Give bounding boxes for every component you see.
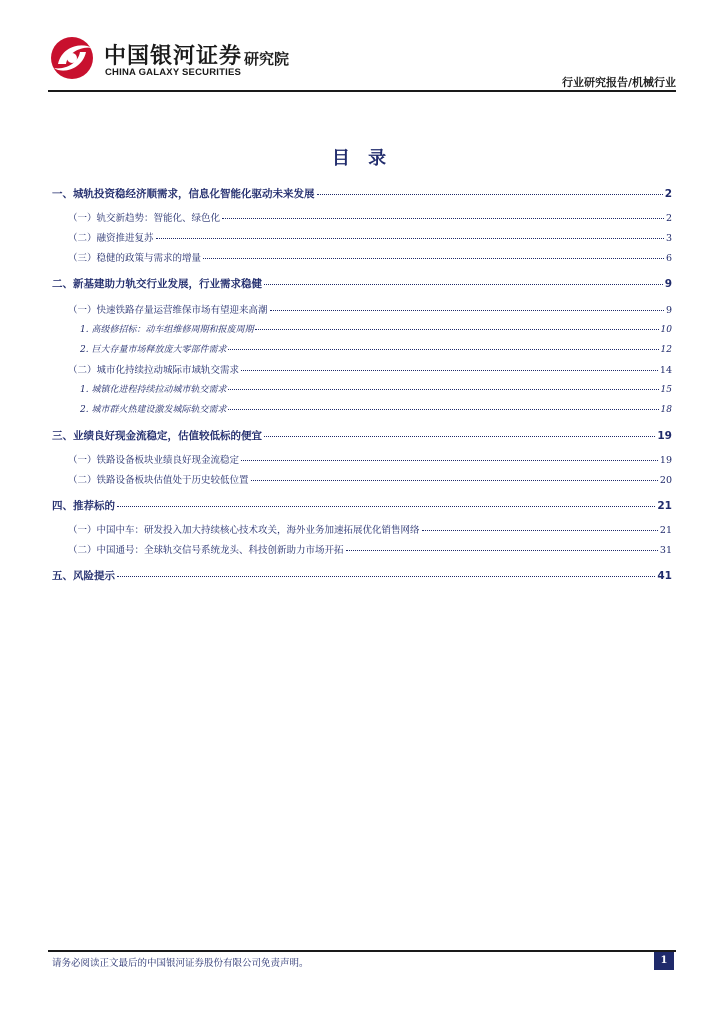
toc-entry-text: （二）融资推进复苏 xyxy=(68,233,154,244)
report-type-label: 行业研究报告/机械行业 xyxy=(561,76,676,89)
china-galaxy-logo-icon xyxy=(48,34,100,82)
toc-entry-page: 6 xyxy=(665,253,672,264)
toc-entry-text: 一、城轨投资稳经济顺需求，信息化智能化驱动未来发展 xyxy=(52,188,315,200)
toc-entry-page: 3 xyxy=(665,233,672,244)
toc-leader-dots xyxy=(156,238,664,239)
toc-leader-dots xyxy=(228,349,658,350)
toc-section-entry[interactable] xyxy=(52,362,672,376)
toc-entry-text: （二）铁路设备板块估值处于历史较低位置 xyxy=(68,475,249,486)
toc-entry-page: 2 xyxy=(665,213,672,224)
toc-section-entry[interactable] xyxy=(52,472,672,486)
toc-leader-dots xyxy=(228,389,658,390)
toc-title: 目 录 xyxy=(331,148,393,169)
toc-entry-text: 2. 巨大存量市场释放庞大零部件需求 xyxy=(80,345,227,355)
toc-entry-page: 20 xyxy=(659,475,672,486)
toc-leader-dots xyxy=(255,329,658,330)
toc-entry-text: （二）城市化持续拉动城际市域轨交需求 xyxy=(68,365,240,376)
toc-entry-page: 31 xyxy=(659,545,672,556)
toc-leader-dots xyxy=(264,284,663,285)
toc-entry-page: 10 xyxy=(660,325,672,335)
toc-section-entry[interactable] xyxy=(52,250,672,264)
toc-chapter-entry[interactable] xyxy=(52,276,672,291)
toc-entry-page: 2 xyxy=(664,188,672,200)
toc-entry-text: 四、推荐标的 xyxy=(52,500,115,512)
toc-subsection-entry[interactable] xyxy=(52,342,672,355)
toc-entry-page: 21 xyxy=(659,525,672,536)
toc-entry-page: 9 xyxy=(665,305,672,316)
toc-entry-page: 19 xyxy=(659,455,672,466)
toc-section-entry[interactable] xyxy=(52,230,672,244)
institute-label: 研究院 xyxy=(244,50,290,68)
toc-leader-dots xyxy=(222,218,664,219)
toc-leader-dots xyxy=(203,258,664,259)
toc-leader-dots xyxy=(317,194,663,195)
brand-name-cn: 中国银河证券 xyxy=(104,44,243,69)
toc-leader-dots xyxy=(270,310,664,311)
toc-leader-dots xyxy=(346,550,658,551)
toc-leader-dots xyxy=(241,460,658,461)
toc-entry-page: 21 xyxy=(657,500,672,512)
toc-leader-dots xyxy=(228,409,658,410)
toc-entry-page: 41 xyxy=(657,570,672,582)
toc-section-entry[interactable] xyxy=(52,452,672,466)
toc-section-entry[interactable] xyxy=(52,522,672,536)
toc-entry-text: 1. 高级修招标：动车组维修周期和报废周期 xyxy=(80,325,254,335)
toc-entry-text: （一）铁路设备板块业绩良好现金流稳定 xyxy=(68,455,240,466)
toc-leader-dots xyxy=(264,436,655,437)
toc-leader-dots xyxy=(422,530,658,531)
toc-entry-page: 15 xyxy=(660,385,672,395)
toc-entry-text: 2. 城市群火热建设激发城际轨交需求 xyxy=(80,405,227,415)
toc-entry-page: 12 xyxy=(660,345,672,355)
toc-subsection-entry[interactable] xyxy=(52,382,672,395)
toc-subsection-entry[interactable] xyxy=(52,322,672,335)
toc-entry-text: 1. 城镇化进程持续拉动城市轨交需求 xyxy=(80,385,227,395)
footer-disclaimer: 请务必阅读正文最后的中国银河证券股份有限公司免责声明。 xyxy=(52,958,309,969)
toc-entry-text: 五、风险提示 xyxy=(52,570,115,582)
toc-entry-text: （一）中国中车：研发投入加大持续核心技术攻关，海外业务加速拓展优化销售网络 xyxy=(68,525,420,536)
toc-entry-page: 19 xyxy=(657,430,672,442)
toc-section-entry[interactable] xyxy=(52,302,672,316)
toc-leader-dots xyxy=(117,576,655,577)
toc-entry-page: 18 xyxy=(660,405,672,415)
toc-entry-text: （一）快速铁路存量运营维保市场有望迎来高潮 xyxy=(68,305,268,316)
toc-leader-dots xyxy=(241,370,658,371)
brand-name-en: CHINA GALAXY SECURITIES xyxy=(105,67,242,78)
toc-entry-text: （二）中国通号：全球轨交信号系统龙头、科技创新助力市场开拓 xyxy=(68,545,344,556)
toc-entry-page: 9 xyxy=(664,278,672,290)
toc-entry-text: 三、业绩良好现金流稳定，估值较低标的便宜 xyxy=(52,430,262,442)
header-divider xyxy=(48,90,676,92)
toc-entry-page: 14 xyxy=(659,365,672,376)
toc-leader-dots xyxy=(117,506,655,507)
toc-entry-text: （三）稳健的政策与需求的增量 xyxy=(68,253,202,264)
footer-divider xyxy=(48,950,676,952)
toc-entry-text: （一）轨交新趋势：智能化、绿色化 xyxy=(68,213,221,224)
toc-chapter-entry[interactable] xyxy=(52,428,672,443)
toc-leader-dots xyxy=(251,480,658,481)
page-header xyxy=(48,34,676,92)
toc-chapter-entry[interactable] xyxy=(52,186,672,201)
toc-section-entry[interactable] xyxy=(52,542,672,556)
toc-section-entry[interactable] xyxy=(52,210,672,224)
toc-chapter-entry[interactable] xyxy=(52,568,672,583)
toc-chapter-entry[interactable] xyxy=(52,498,672,513)
toc-subsection-entry[interactable] xyxy=(52,402,672,415)
page-number: 1 xyxy=(654,952,674,970)
toc-entry-text: 二、新基建助力轨交行业发展，行业需求稳健 xyxy=(52,278,262,290)
